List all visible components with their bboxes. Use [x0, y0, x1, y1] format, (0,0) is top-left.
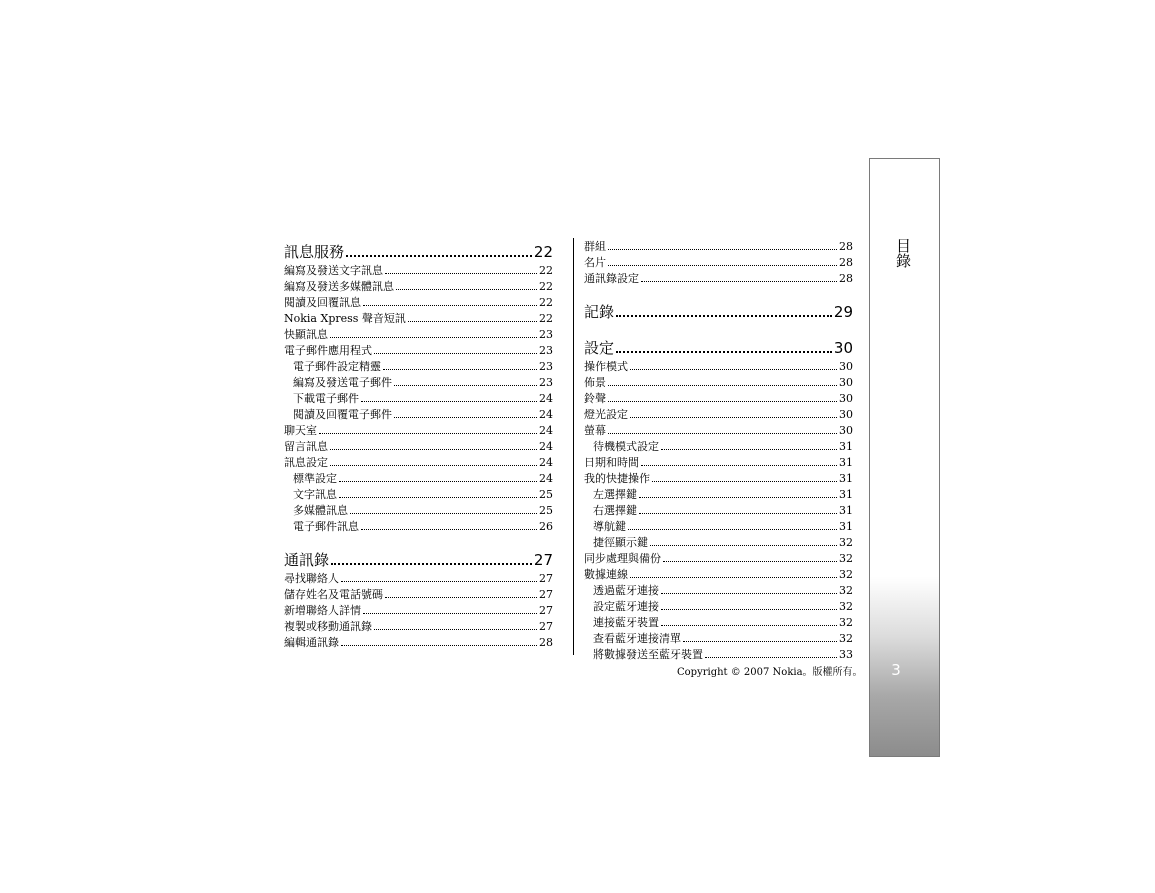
toc-entry[interactable]	[584, 550, 853, 566]
toc-entry[interactable]	[584, 630, 853, 646]
toc-column-right	[584, 238, 853, 662]
toc-entry-label: 右選擇鍵	[593, 504, 637, 517]
toc-entry-label: 操作模式	[584, 360, 628, 373]
toc-heading[interactable]	[584, 336, 853, 358]
toc-entry-page: 22	[539, 296, 553, 309]
dot-leader	[628, 529, 837, 530]
toc-entry[interactable]	[284, 634, 553, 650]
dot-leader	[683, 641, 837, 642]
dot-leader	[663, 561, 837, 562]
dot-leader	[639, 497, 837, 498]
dot-leader	[661, 449, 837, 450]
toc-entry-label: 快顯訊息	[284, 328, 328, 341]
toc-entry-page: 28	[839, 256, 853, 269]
toc-entry-label: 同步處理與備份	[584, 552, 661, 565]
toc-entry-page: 31	[839, 520, 853, 533]
toc-entry-label: 日期和時間	[584, 456, 639, 469]
toc-entry[interactable]	[284, 486, 553, 502]
toc-entry[interactable]	[584, 358, 853, 374]
toc-entry-page: 28	[539, 636, 553, 649]
toc-entry-label: 將數據發送至藍牙裝置	[593, 648, 703, 661]
toc-entry-page: 31	[839, 488, 853, 501]
toc-entry-label: 佈景	[584, 376, 606, 389]
dot-leader	[641, 465, 837, 466]
column-divider	[573, 238, 574, 655]
toc-entry-label: Nokia Xpress 聲音短訊	[284, 312, 406, 325]
dot-leader	[363, 305, 537, 306]
toc-entry-label: 儲存姓名及電話號碼	[284, 588, 383, 601]
toc-entry-label: 電子郵件設定精靈	[293, 360, 381, 373]
toc-entry-page: 22	[539, 264, 553, 277]
toc-entry-page: 30	[839, 360, 853, 373]
toc-entry-label: 編輯通訊錄	[284, 636, 339, 649]
dot-leader	[361, 401, 537, 402]
toc-heading[interactable]	[284, 240, 553, 262]
dot-leader	[330, 449, 537, 450]
dot-leader	[394, 417, 537, 418]
dot-leader	[616, 315, 832, 317]
toc-entry[interactable]	[284, 602, 553, 618]
page-number: 3	[891, 661, 901, 679]
dot-leader	[341, 581, 537, 582]
dot-leader	[652, 481, 837, 482]
toc-entry-label: 留言訊息	[284, 440, 328, 453]
dot-leader	[396, 289, 537, 290]
toc-entry-label: 設定	[584, 339, 615, 357]
toc-entry[interactable]	[584, 238, 853, 254]
toc-entry-page: 30	[839, 424, 853, 437]
toc-entry-label: 標準設定	[293, 472, 337, 485]
toc-entry-label: 鈴聲	[584, 392, 606, 405]
dot-leader	[385, 597, 537, 598]
toc-entry-page: 27	[533, 551, 553, 569]
toc-entry-page: 27	[539, 604, 553, 617]
toc-entry-label: 導航鍵	[593, 520, 626, 533]
toc-entry-page: 23	[539, 360, 553, 373]
toc-entry-page: 30	[839, 408, 853, 421]
toc-entry-page: 32	[839, 536, 853, 549]
toc-entry-page: 24	[539, 408, 553, 421]
toc-entry[interactable]	[284, 454, 553, 470]
copyright-notice: Copyright © 2007 Nokia。版權所有。	[677, 667, 863, 678]
toc-entry[interactable]	[584, 518, 853, 534]
toc-entry-label: 透過藍牙連接	[593, 584, 659, 597]
toc-entry[interactable]	[284, 406, 553, 422]
toc-entry-label: 多媒體訊息	[293, 504, 348, 517]
dot-leader	[330, 465, 537, 466]
toc-entry[interactable]	[584, 646, 853, 662]
toc-entry[interactable]	[284, 422, 553, 438]
toc-column-left	[284, 238, 553, 650]
toc-entry[interactable]	[584, 406, 853, 422]
toc-entry[interactable]	[284, 570, 553, 586]
toc-heading[interactable]	[284, 548, 553, 570]
dot-leader	[630, 577, 837, 578]
toc-entry-label: 閱讀及回覆訊息	[284, 296, 361, 309]
toc-entry-label: 設定藍牙連接	[593, 600, 659, 613]
toc-entry-label: 編寫及發送多媒體訊息	[284, 280, 394, 293]
dot-leader	[374, 353, 537, 354]
toc-entry[interactable]	[584, 598, 853, 614]
toc-entry[interactable]	[284, 586, 553, 602]
toc-entry-label: 訊息設定	[284, 456, 328, 469]
toc-entry-label: 數據連線	[584, 568, 628, 581]
toc-entry-label: 連接藍牙裝置	[593, 616, 659, 629]
toc-entry-page: 33	[839, 648, 853, 661]
toc-entry-page: 31	[839, 504, 853, 517]
dot-leader	[630, 369, 837, 370]
dot-leader	[608, 249, 837, 250]
toc-entry-label: 訊息服務	[284, 243, 345, 261]
toc-entry-page: 32	[839, 568, 853, 581]
dot-leader	[339, 481, 537, 482]
toc-entry-label: 下載電子郵件	[293, 392, 359, 405]
toc-entry-page: 32	[839, 632, 853, 645]
dot-leader	[339, 497, 537, 498]
dot-leader	[374, 629, 537, 630]
toc-entry-label: 記錄	[584, 303, 615, 321]
toc-entry[interactable]	[284, 618, 553, 634]
toc-entry-page: 24	[539, 424, 553, 437]
toc-entry-label: 電子郵件訊息	[293, 520, 359, 533]
toc-entry-page: 24	[539, 440, 553, 453]
toc-entry-label: 閱讀及回覆電子郵件	[293, 408, 392, 421]
toc-entry-page: 25	[539, 488, 553, 501]
toc-entry-page: 32	[839, 552, 853, 565]
toc-entry[interactable]	[584, 582, 853, 598]
dot-leader	[385, 273, 537, 274]
toc-entry-page: 22	[533, 243, 553, 261]
toc-entry-label: 螢幕	[584, 424, 606, 437]
dot-leader	[661, 625, 837, 626]
dot-leader	[661, 593, 837, 594]
toc-entry-label: 群組	[584, 240, 606, 253]
toc-entry-page: 30	[833, 339, 853, 357]
dot-leader	[394, 385, 537, 386]
dot-leader	[408, 321, 537, 322]
toc-entry-page: 23	[539, 328, 553, 341]
toc-entry-label: 新增聯絡人詳情	[284, 604, 361, 617]
dot-leader	[661, 609, 837, 610]
toc-entry-page: 30	[839, 376, 853, 389]
dot-leader	[383, 369, 537, 370]
toc-entry-page: 32	[839, 584, 853, 597]
dot-leader	[319, 433, 537, 434]
toc-entry[interactable]	[584, 374, 853, 390]
dot-leader	[608, 433, 837, 434]
toc-entry-page: 26	[539, 520, 553, 533]
toc-entry-label: 待機模式設定	[593, 440, 659, 453]
toc-entry[interactable]	[284, 310, 553, 326]
toc-entry-label: 聊天室	[284, 424, 317, 437]
toc-entry-label: 尋找聯絡人	[284, 572, 339, 585]
toc-entry[interactable]	[284, 518, 553, 534]
toc-entry[interactable]	[584, 422, 853, 438]
dot-leader	[616, 351, 832, 353]
toc-entry[interactable]	[584, 390, 853, 406]
toc-entry-page: 27	[539, 572, 553, 585]
toc-entry-label: 電子郵件應用程式	[284, 344, 372, 357]
toc-entry-page: 28	[839, 272, 853, 285]
toc-entry[interactable]	[584, 454, 853, 470]
toc-entry-label: 編寫及發送文字訊息	[284, 264, 383, 277]
toc-entry-page: 22	[539, 312, 553, 325]
toc-entry-label: 通訊錄	[284, 551, 330, 569]
toc-heading[interactable]	[584, 300, 853, 322]
dot-leader	[705, 657, 837, 658]
toc-entry[interactable]	[584, 270, 853, 286]
dot-leader	[350, 513, 537, 514]
toc-entry-page: 29	[833, 303, 853, 321]
toc-entry[interactable]	[584, 486, 853, 502]
toc-entry-page: 22	[539, 280, 553, 293]
toc-entry-label: 編寫及發送電子郵件	[293, 376, 392, 389]
dot-leader	[608, 401, 837, 402]
toc-entry[interactable]	[284, 326, 553, 342]
toc-entry-label: 複製或移動通訊錄	[284, 620, 372, 633]
toc-entry-label: 左選擇鍵	[593, 488, 637, 501]
toc-entry[interactable]	[584, 614, 853, 630]
dot-leader	[641, 281, 837, 282]
toc-entry-page: 31	[839, 440, 853, 453]
dot-leader	[341, 645, 537, 646]
chapter-tab-title: 目錄	[894, 238, 912, 268]
toc-entry-page: 30	[839, 392, 853, 405]
toc-entry[interactable]	[284, 262, 553, 278]
toc-entry-label: 文字訊息	[293, 488, 337, 501]
dot-leader	[630, 417, 837, 418]
toc-entry-page: 24	[539, 392, 553, 405]
dot-leader	[650, 545, 837, 546]
toc-entry[interactable]	[284, 342, 553, 358]
toc-entry-page: 23	[539, 376, 553, 389]
dot-leader	[363, 613, 537, 614]
toc-entry[interactable]	[284, 438, 553, 454]
toc-entry-page: 31	[839, 456, 853, 469]
dot-leader	[639, 513, 837, 514]
toc-entry-page: 27	[539, 588, 553, 601]
dot-leader	[331, 563, 532, 565]
toc-entry-label: 通訊錄設定	[584, 272, 639, 285]
toc-entry-label: 查看藍牙連接清單	[593, 632, 681, 645]
toc-entry-page: 24	[539, 472, 553, 485]
dot-leader	[608, 265, 837, 266]
toc-entry[interactable]	[584, 502, 853, 518]
toc-entry-label: 我的快捷操作	[584, 472, 650, 485]
toc-entry-page: 32	[839, 616, 853, 629]
toc-entry[interactable]	[284, 374, 553, 390]
toc-entry-label: 名片	[584, 256, 606, 269]
dot-leader	[608, 385, 837, 386]
toc-entry[interactable]	[284, 358, 553, 374]
toc-entry[interactable]	[284, 470, 553, 486]
dot-leader	[330, 337, 537, 338]
toc-entry[interactable]	[284, 390, 553, 406]
dot-leader	[361, 529, 537, 530]
toc-entry-page: 28	[839, 240, 853, 253]
toc-entry[interactable]	[584, 566, 853, 582]
toc-entry-label: 燈光設定	[584, 408, 628, 421]
toc-entry-page: 23	[539, 344, 553, 357]
toc-entry[interactable]	[584, 534, 853, 550]
toc-entry[interactable]	[284, 294, 553, 310]
toc-entry-page: 31	[839, 472, 853, 485]
toc-entry[interactable]	[584, 254, 853, 270]
toc-entry-page: 32	[839, 600, 853, 613]
toc-entry-page: 24	[539, 456, 553, 469]
toc-entry[interactable]	[284, 278, 553, 294]
toc-entry-page: 25	[539, 504, 553, 517]
toc-entry[interactable]	[284, 502, 553, 518]
dot-leader	[346, 255, 532, 257]
toc-entry[interactable]	[584, 438, 853, 454]
toc-entry-label: 捷徑顯示鍵	[593, 536, 648, 549]
toc-entry[interactable]	[584, 470, 853, 486]
toc-entry-page: 27	[539, 620, 553, 633]
